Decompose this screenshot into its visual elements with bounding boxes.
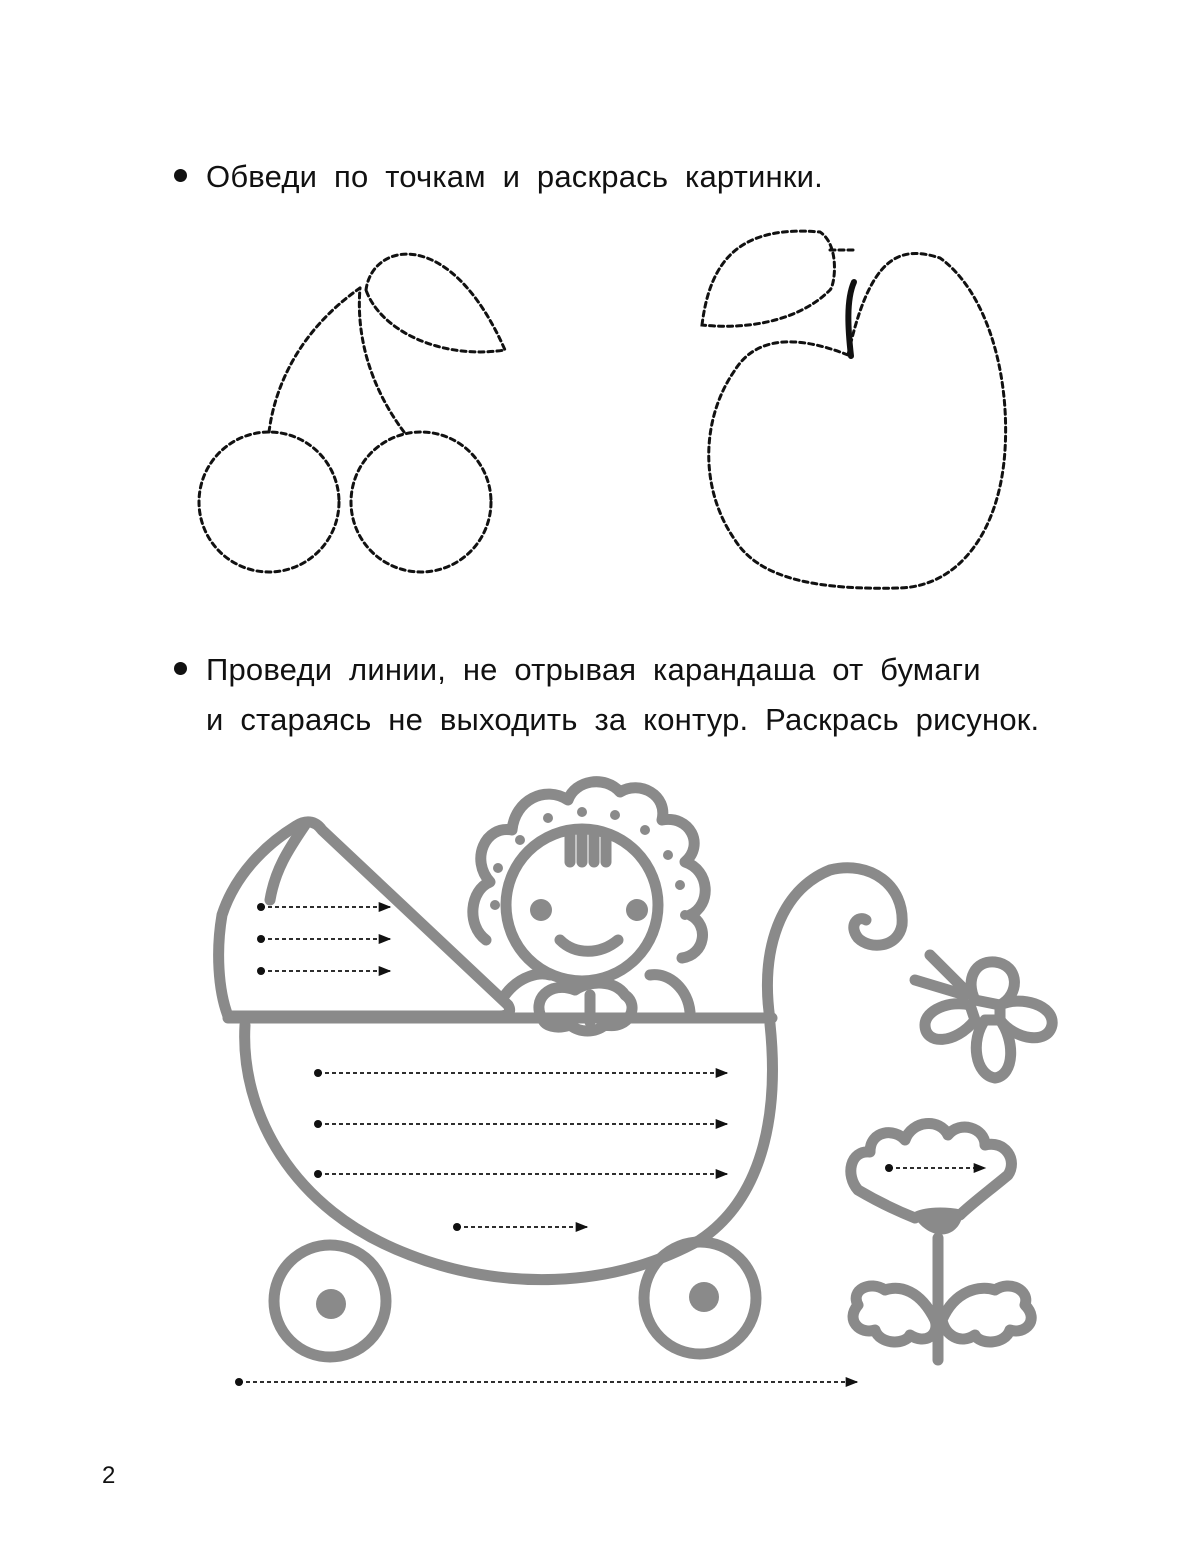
flower-cup [915,1214,962,1235]
bonnet-dot [675,880,685,890]
butterfly-antennae [915,955,965,995]
bonnet-dot [680,910,690,920]
bonnet-dot [577,807,587,817]
butterfly-wing-left [925,1004,975,1040]
bonnet-dot [663,850,673,860]
page-number: 2 [102,1462,116,1489]
butterfly-drawing [915,955,1052,1078]
bonnet-dot [515,835,525,845]
baby-stroller-drawing [219,782,903,1357]
bonnet-dot [543,813,553,823]
flower-head [851,1124,1012,1218]
stroller-handle [768,868,903,1020]
task-text: Обведи по точкам и раскрась картинки. [206,159,823,194]
stroller-hood [219,822,510,1016]
stroller-hub-left [316,1289,346,1319]
baby-smile [560,940,618,951]
baby-hair [570,833,606,862]
bonnet-dot [640,825,650,835]
bonnet-dot [493,863,503,873]
cherry-left [199,432,339,572]
apple-drawing [702,231,1006,588]
task-text-line-1: Проведи линии, не отрывая карандаша от бумаги [206,652,981,687]
apple-body [709,253,1006,588]
baby-eye-right [626,899,648,921]
apple-leaf [702,231,834,326]
task-text-line-2: и стараясь не выходить за контур. Раскрась рисунок. [206,702,1040,737]
cherry-leaf [366,254,505,352]
bonnet-dot [490,900,500,910]
cherry-right [351,432,491,572]
cherry-drawing [199,254,505,572]
flower-drawing [851,1124,1031,1360]
cherry-stem-left [269,288,360,432]
butterfly-wing-bottom [976,1020,1010,1078]
bonnet-dot [610,810,620,820]
cherry-stem-right [359,288,404,432]
stroller-hub-right [689,1282,719,1312]
apple-stem [848,282,854,356]
baby-eye-left [530,899,552,921]
flower-leaf-left [853,1286,936,1342]
flower-leaf-right [942,1286,1031,1342]
